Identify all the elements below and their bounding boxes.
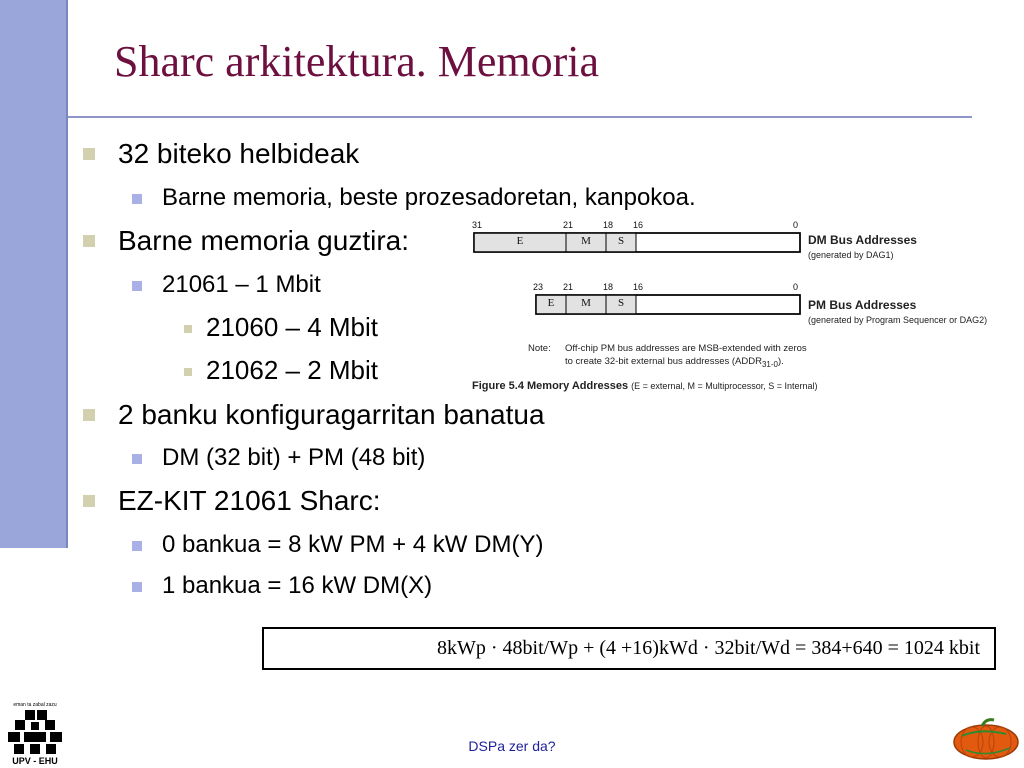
note-text	[565, 342, 807, 371]
dm-bit-0: 0	[793, 220, 799, 230]
dm-bus-sublabel: (generated by DAG1)	[808, 250, 894, 260]
pumpkin-emblem-icon	[950, 716, 1022, 762]
bullet-marker	[83, 235, 95, 247]
dm-bit-18: 18	[603, 220, 614, 230]
note-line-2-end: ).	[777, 356, 784, 367]
note-label: Note:	[528, 343, 551, 354]
capacity-formula-box	[262, 627, 996, 670]
bullet-marker	[132, 582, 142, 592]
bullet-ezkit	[118, 484, 381, 518]
side-decor-bar	[0, 0, 68, 548]
memory-address-figure	[444, 218, 1024, 400]
dm-field-s: S	[617, 235, 625, 247]
bullet-21061	[162, 271, 321, 300]
bullet-marker	[132, 194, 142, 204]
dm-field-m: M	[581, 235, 591, 247]
bullet-marker	[83, 495, 95, 507]
bullet-text: EZ-KIT 21061 Sharc:	[118, 485, 381, 516]
bullet-32bit-addresses	[118, 137, 359, 171]
note-subscript: 31-0	[761, 359, 778, 369]
bullet-marker	[184, 368, 192, 376]
note-line-2	[565, 355, 807, 371]
bullet-text: 21062 – 2 Mbit	[206, 355, 379, 385]
bullet-marker	[83, 409, 95, 421]
footer-title: DSPa zer da?	[468, 738, 556, 754]
logo-motto: eman ta zabal zazu	[13, 702, 57, 708]
bullet-bank-0	[162, 531, 543, 560]
bullet-text: 1 bankua = 16 kW DM(X)	[162, 572, 433, 599]
bullet-bank-1	[162, 572, 432, 601]
note-line-1: Off-chip PM bus addresses are MSB-extended with zeros	[565, 343, 807, 354]
dm-bit-31: 31	[472, 220, 483, 230]
pm-field-m: M	[581, 297, 591, 309]
bullet-text: 0 bankua = 8 kW PM + 4 kW DM(Y)	[162, 531, 544, 558]
dm-field-e: E	[516, 235, 524, 247]
bullet-marker	[184, 325, 192, 333]
pm-field-s: S	[617, 297, 625, 309]
logo-name: UPV - EHU	[12, 756, 58, 766]
bullet-marker	[83, 148, 95, 160]
bullet-two-banks	[118, 398, 545, 432]
dm-bit-16: 16	[633, 220, 644, 230]
bullet-21062	[206, 355, 378, 386]
bullet-text: DM (32 bit) + PM (48 bit)	[162, 444, 426, 471]
figure-caption-main: Figure 5.4 Memory Addresses	[472, 380, 629, 392]
dm-bus-label: DM Bus Addresses	[808, 233, 917, 247]
pm-field-e: E	[547, 297, 555, 309]
figure-caption	[472, 380, 818, 392]
dm-bit-21: 21	[563, 220, 574, 230]
bullet-text: 2 banku konfiguragarritan banatua	[118, 399, 545, 430]
title-divider	[68, 116, 972, 118]
capacity-formula: 8kWp · 48bit/Wp + (4 +16)kWd · 32bit/Wd = 384+640 = 1024 kbit	[437, 637, 980, 659]
pm-bus-sublabel: (generated by Program Sequencer or DAG2)	[808, 315, 988, 325]
bullet-marker	[132, 454, 142, 464]
bullet-21060	[206, 312, 378, 343]
slide-title: Sharc arkitektura. Memoria	[114, 37, 600, 86]
bullet-text: Barne memoria guztira:	[118, 225, 410, 256]
bullet-text: 21061 – 1 Mbit	[162, 271, 321, 298]
bullet-total-internal-memory	[118, 224, 409, 258]
bullet-marker	[132, 281, 142, 291]
pm-bit-0: 0	[793, 282, 799, 292]
bullet-text: 32 biteko helbideak	[118, 138, 360, 169]
bullet-internal-memory	[162, 184, 696, 213]
bullet-text: 21060 – 4 Mbit	[206, 312, 379, 342]
note-line-2-text: to create 32-bit external bus addresses (ADDR	[565, 356, 762, 367]
bullet-dm-pm	[162, 444, 425, 473]
pm-bit-21: 21	[563, 282, 574, 292]
upv-ehu-logo	[4, 702, 66, 766]
figure-caption-legend: (E = external, M = Multiprocessor, S = Internal)	[631, 381, 818, 391]
pm-bit-16: 16	[633, 282, 644, 292]
bullet-marker	[132, 541, 142, 551]
pm-bus-label: PM Bus Addresses	[808, 298, 917, 312]
pm-bit-23: 23	[533, 282, 544, 292]
bullet-text: Barne memoria, beste prozesadoretan, kanpokoa.	[162, 184, 696, 211]
pm-bit-18: 18	[603, 282, 614, 292]
